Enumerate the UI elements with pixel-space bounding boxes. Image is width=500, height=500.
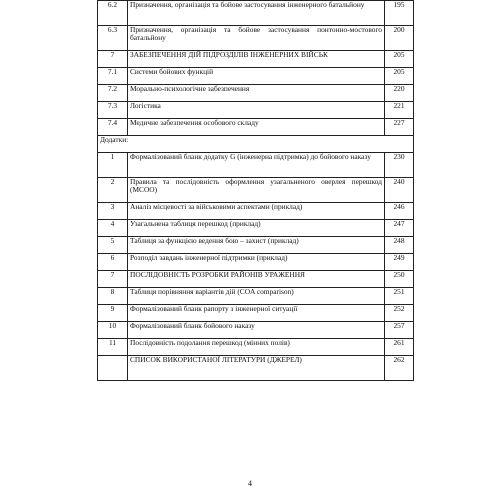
toc-title: Таблиця порівняння варіантів дій (COA comparison): [128, 288, 385, 305]
toc-number: 6.3: [98, 26, 128, 51]
toc-page: 249: [385, 254, 414, 271]
toc-number: 11: [98, 339, 128, 356]
toc-number: 3: [98, 203, 128, 220]
toc-page: 261: [385, 339, 414, 356]
toc-number: [98, 356, 128, 381]
toc-number: 7.3: [98, 102, 128, 119]
appendix-heading-row: [98, 136, 414, 153]
toc-number: 7: [98, 51, 128, 68]
toc-page: 252: [385, 305, 414, 322]
toc-row: [98, 254, 414, 271]
page-number: 4: [248, 479, 252, 488]
toc-number: 6: [98, 254, 128, 271]
toc-title: Системи бойових функцій: [128, 68, 385, 85]
toc-page: 227: [385, 119, 414, 136]
toc-page: 248: [385, 237, 414, 254]
toc-row: [98, 85, 414, 102]
toc-title: Формалізований бланк рапорту з інженерної ситуації: [128, 305, 385, 322]
toc-title: Узагальнена таблиця перешкод (приклад): [128, 220, 385, 237]
toc-page: 240: [385, 178, 414, 203]
toc-number: 7.2: [98, 85, 128, 102]
toc-page: 200: [385, 26, 414, 51]
toc-row: [98, 68, 414, 85]
toc-number: 6.2: [98, 1, 128, 26]
toc-row: [98, 26, 414, 51]
toc-title: Логістика: [128, 102, 385, 119]
appendix-heading: Додатки:: [98, 136, 414, 153]
toc-page: 220: [385, 85, 414, 102]
toc-row: [98, 237, 414, 254]
toc-title: Розподіл завдань інженерної підтримки (приклад): [128, 254, 385, 271]
toc-number: 7.4: [98, 119, 128, 136]
toc-page: 251: [385, 288, 414, 305]
toc-number: 2: [98, 178, 128, 203]
toc-page: 205: [385, 68, 414, 85]
table-of-contents: [97, 0, 414, 381]
toc-page: 195: [385, 1, 414, 26]
toc-page: 247: [385, 220, 414, 237]
toc-title: ЗАБЕЗПЕЧЕННЯ ДІЙ ПІДРОЗДІЛІВ ІНЖЕНЕРНИХ ВІЙСЬК: [128, 51, 385, 68]
toc-number: 4: [98, 220, 128, 237]
toc-row: [98, 203, 414, 220]
toc-page: 205: [385, 51, 414, 68]
toc-number: 9: [98, 305, 128, 322]
toc-page: 257: [385, 322, 414, 339]
toc-number: 7: [98, 271, 128, 288]
toc-row: [98, 305, 414, 322]
toc-page: 262: [385, 356, 414, 381]
toc-row: [98, 102, 414, 119]
toc-row: [98, 153, 414, 178]
toc-title: Таблиця за функцією ведення бою – захист (приклад): [128, 237, 385, 254]
toc-title: Медичне забезпечення особового складу: [128, 119, 385, 136]
toc-row: [98, 1, 414, 26]
toc-title: Аналіз місцевості за військовими аспектами (приклад): [128, 203, 385, 220]
toc-number: 10: [98, 322, 128, 339]
toc-row: [98, 119, 414, 136]
toc-row: [98, 322, 414, 339]
toc-title: Морально-психологічне забезпечення: [128, 85, 385, 102]
toc-page: 221: [385, 102, 414, 119]
toc-number: 7.1: [98, 68, 128, 85]
toc-title: Правила та послідовність оформлення узагальненого оверлея перешкод (МСОО): [128, 178, 385, 203]
toc-page: 250: [385, 271, 414, 288]
toc-row: [98, 220, 414, 237]
toc-title: ПОСЛІДОВНІСТЬ РОЗРОБКИ РАЙОНІВ УРАЖЕННЯ: [128, 271, 385, 288]
toc-title: Призначення, організація та бойове застосування понтонно-мостового батальйону: [128, 26, 385, 51]
toc-title: Формалізований бланк додатку G (інженерна підтримка) до бойового наказу: [128, 153, 385, 178]
toc-title: Послідовність подолання перешкод (мінних полів): [128, 339, 385, 356]
toc-title: СПИСОК ВИКОРИСТАНОЇ ЛІТЕРАТУРИ (ДЖЕРЕЛ): [128, 356, 385, 381]
toc-page: 230: [385, 153, 414, 178]
toc-title: Формалізований бланк бойового наказу: [128, 322, 385, 339]
toc-row: [98, 288, 414, 305]
toc-title: Призначення, організація та бойове застосування інженерного батальйону: [128, 1, 385, 26]
toc-row: [98, 178, 414, 203]
toc-page: 246: [385, 203, 414, 220]
toc-number: 1: [98, 153, 128, 178]
toc-number: 8: [98, 288, 128, 305]
toc-body: [98, 1, 414, 381]
toc-number: 5: [98, 237, 128, 254]
toc-row: [98, 339, 414, 356]
toc-row: [98, 356, 414, 381]
toc-row: [98, 271, 414, 288]
toc-row: [98, 51, 414, 68]
